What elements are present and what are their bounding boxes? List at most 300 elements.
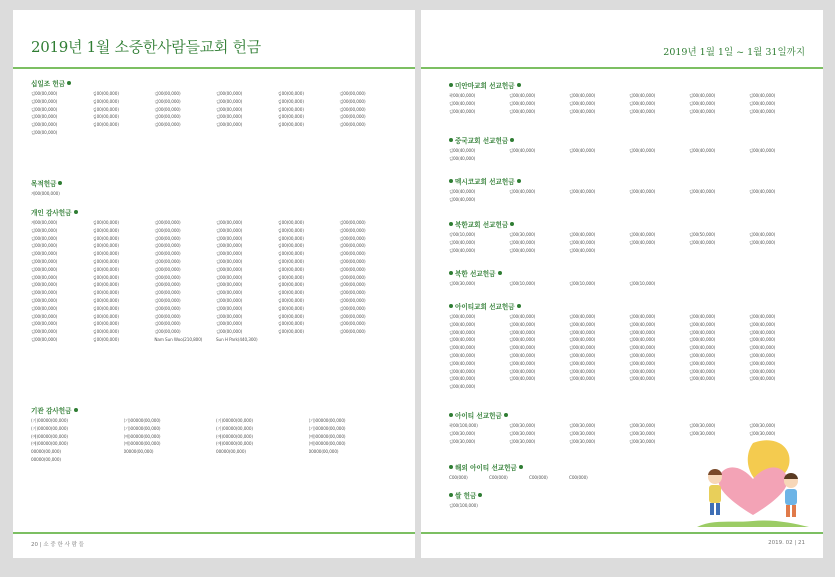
offering-entry: 김00(40,000) xyxy=(569,232,596,237)
offering-entry: 김00(40,000) xyxy=(569,321,596,327)
offering-entry: 김00(40,000) xyxy=(449,247,476,253)
offering-entry: 김00(00,000) xyxy=(339,114,366,120)
offering-entry: 김00(40,000) xyxy=(509,321,536,327)
offering-entry: 김00(40,000) xyxy=(509,360,536,366)
offering-entry: 김00(00,000) xyxy=(31,91,58,96)
offering-entry: 김00(40,000) xyxy=(689,314,716,319)
offering-entry: (예)00000(00,000) xyxy=(123,433,161,439)
offering-entry: 김00(00,000) xyxy=(277,243,304,249)
offering-entry: 김00(40,000) xyxy=(449,155,476,161)
section-heading: 멕시코교회 선교헌금 xyxy=(455,178,515,186)
offering-entry: 김00(40,000) xyxy=(749,314,776,319)
offering-entry: 곽00(40,000) xyxy=(449,93,476,98)
title-divider xyxy=(421,67,823,69)
offering-entry: (예)00000(00,000) xyxy=(31,441,68,447)
bullet-icon xyxy=(510,138,514,142)
offering-section xyxy=(31,78,401,136)
offering-entry: 김00(40,000) xyxy=(509,239,536,245)
bullet-icon xyxy=(74,210,78,214)
offering-entry: 김00(00,000) xyxy=(154,114,181,120)
offering-entry: 김00(30,000) xyxy=(449,281,476,286)
offering-entry: 김00(00,000) xyxy=(216,122,243,128)
offering-entry: 김00(40,000) xyxy=(629,93,656,98)
offering-entry: (예)00000(00,000) xyxy=(123,441,161,447)
offering-entry: 김00(00,000) xyxy=(339,235,366,241)
offering-entry: 김00(40,000) xyxy=(629,376,656,382)
offering-entry: 김00(00,000) xyxy=(31,129,58,135)
page-title: 2019년 1월 소중한사람들교회 헌금 xyxy=(31,38,261,56)
offering-entry: 김00(40,000) xyxy=(569,314,596,319)
offering-entry: 김00(10,000) xyxy=(629,281,656,286)
bullet-icon xyxy=(510,222,514,226)
offering-entry: 김00(40,000) xyxy=(509,189,536,194)
offering-entry: 김00(30,000) xyxy=(569,438,596,444)
offering-entry: 김00(40,000) xyxy=(449,352,476,358)
offering-entry: 김00(40,000) xyxy=(689,345,716,351)
section-heading: 개인 감사헌금 xyxy=(31,209,72,217)
offering-entry: 김00(00,000) xyxy=(216,114,243,120)
offering-entry: 김00(30,000) xyxy=(509,430,536,436)
offering-entry: 김00(00,000) xyxy=(31,321,58,327)
offering-entry: 김00(00,000) xyxy=(31,251,58,257)
offering-entry: 김00(40,000) xyxy=(629,314,656,319)
offering-entry: 김00(00,000) xyxy=(339,251,366,257)
offering-section xyxy=(449,490,689,509)
bullet-icon xyxy=(517,304,521,308)
offering-entry: 김00(00,000) xyxy=(277,290,304,296)
offering-entry: Nam Sun Woo(210,800) xyxy=(154,336,203,342)
offering-entry: 김00(40,000) xyxy=(509,345,536,351)
offering-entry: 김00(00,000) xyxy=(31,266,58,272)
bullet-icon xyxy=(449,413,453,417)
offering-entry: 김00(30,000) xyxy=(749,423,776,428)
offering-entry: 김00(00,000) xyxy=(31,274,58,280)
offering-entry: 김00(00,000) xyxy=(92,305,119,311)
offering-entry: (기)00000(00,000) xyxy=(31,418,68,423)
offering-entry: 김00(40,000) xyxy=(449,100,476,106)
offering-entry: 김00(00,000) xyxy=(31,313,58,319)
offering-entry: 김00(00,000) xyxy=(31,305,58,311)
offering-section xyxy=(449,219,809,254)
offering-entry: 김00(00,000) xyxy=(31,290,58,296)
offering-entry: 김00(40,000) xyxy=(749,352,776,358)
offering-entry: 김00(00,000) xyxy=(339,258,366,264)
offering-entry: 김00(00,000) xyxy=(92,258,119,264)
offering-entry: 김00(40,000) xyxy=(689,368,716,374)
offering-entry: 김00(00,000) xyxy=(92,98,119,104)
offering-entry: 김00(00,000) xyxy=(92,329,119,335)
offering-entry: 김00(00,000) xyxy=(216,297,243,303)
offering-entry: 김00(30,000) xyxy=(629,430,656,436)
offering-entry: 김00(30,000) xyxy=(689,430,716,436)
offering-section xyxy=(31,405,401,463)
offering-entry: (예)00000(00,000) xyxy=(216,441,253,447)
offering-entry: 김00(40,000) xyxy=(509,108,536,114)
right-page xyxy=(421,10,823,558)
bullet-icon xyxy=(498,271,502,275)
offering-entry: 김00(40,000) xyxy=(569,108,596,114)
offering-entry: 00000(00,000) xyxy=(216,449,246,455)
offering-entry: 김00(00,000) xyxy=(92,336,119,342)
offering-entry: C00(000) xyxy=(489,475,508,480)
offering-entry: 김00(40,000) xyxy=(449,384,476,390)
offering-entry: (예)00000(00,000) xyxy=(216,433,253,439)
bullet-icon xyxy=(449,304,453,308)
offering-entry: 김00(40,000) xyxy=(689,337,716,343)
offering-section xyxy=(449,301,809,390)
offering-entry: (기)00000(00,000) xyxy=(216,418,253,423)
offering-entry: 김00(40,000) xyxy=(749,321,776,327)
offering-entry: 김00(00,000) xyxy=(216,266,243,272)
offering-entry: 00000(00,000) xyxy=(31,456,61,462)
offering-entry: 김00(40,000) xyxy=(629,232,656,237)
offering-entry: 김00(00,000) xyxy=(339,91,366,96)
offering-entry: 김00(00,000) xyxy=(92,321,119,327)
offering-entry: 김00(00,000) xyxy=(277,305,304,311)
offering-entry: 김00(40,000) xyxy=(509,314,536,319)
offering-entry: 김00(00,000) xyxy=(92,91,119,96)
offering-entry: 김00(40,000) xyxy=(449,376,476,382)
offering-entry: 김00(00,000) xyxy=(154,98,181,104)
offering-entry: (기)00000(00,000) xyxy=(308,418,346,423)
grass-icon xyxy=(697,520,809,527)
offering-entry: 김00(00,000) xyxy=(277,91,304,96)
offering-entry: 김00(40,000) xyxy=(749,239,776,245)
offering-entry: 김00(40,000) xyxy=(569,189,596,194)
offering-entry: 김00(40,000) xyxy=(509,376,536,382)
offering-entry: 김00(00,000) xyxy=(92,122,119,128)
offering-entry: 김00(00,000) xyxy=(277,329,304,335)
section-heading: 북한 선교헌금 xyxy=(455,270,496,278)
offering-entry: 김00(00,000) xyxy=(92,274,119,280)
offering-entry: 김00(00,000) xyxy=(277,227,304,233)
offering-entry: 김00(00,000) xyxy=(339,227,366,233)
offering-entry: 김00(00,000) xyxy=(339,313,366,319)
offering-entry: 김00(00,000) xyxy=(216,91,243,96)
offering-entry: 김00(00,000) xyxy=(154,321,181,327)
offering-entry: 김00(00,000) xyxy=(216,227,243,233)
offering-entry: 김00(00,000) xyxy=(31,282,58,288)
offering-entry: 강00(10,000) xyxy=(449,232,476,237)
offering-entry: 김00(30,000) xyxy=(749,430,776,436)
left-page xyxy=(13,10,415,558)
offering-entry: 김00(00,000) xyxy=(339,290,366,296)
offering-entry: 김00(00,000) xyxy=(154,106,181,112)
offering-entry: 김00(00,000) xyxy=(154,329,181,335)
offering-entry: 김00(40,000) xyxy=(449,314,476,319)
offering-entry: 김00(00,000) xyxy=(216,282,243,288)
offering-entry: 김00(40,000) xyxy=(689,108,716,114)
period-label: 2019년 1월 1일 ~ 1월 31일까지 xyxy=(663,47,805,58)
offering-entry: 김00(00,000) xyxy=(31,243,58,249)
offering-entry: 김00(40,000) xyxy=(749,100,776,106)
offering-entry: 김00(40,000) xyxy=(509,352,536,358)
offering-entry: 김00(00,000) xyxy=(154,251,181,257)
offering-entry: 김00(40,000) xyxy=(749,232,776,237)
offering-entry: 김00(10,000) xyxy=(569,281,596,286)
offering-entry: 김00(00,000) xyxy=(31,122,58,128)
offering-entry: (예)00000(00,000) xyxy=(31,433,68,439)
offering-entry: 계00(00,000) xyxy=(31,220,58,225)
offering-section xyxy=(449,462,689,481)
offering-entry: 김00(00,000) xyxy=(277,266,304,272)
section-heading: 북한교회 선교헌금 xyxy=(455,221,509,229)
offering-entry: 김00(40,000) xyxy=(569,148,596,153)
offering-entry: (기)00000(00,000) xyxy=(123,418,161,423)
offering-entry: 00000(00,000) xyxy=(31,449,61,455)
offering-entry: 김00(00,000) xyxy=(31,227,58,233)
offering-entry: 김00(00,000) xyxy=(154,91,181,96)
offering-entry: 김00(00,000) xyxy=(92,227,119,233)
offering-entry: 김00(00,000) xyxy=(216,290,243,296)
section-heading: 십일조 헌금 xyxy=(31,80,66,88)
offering-entry: 김00(00,000) xyxy=(339,98,366,104)
offering-entry: 김00(50,000) xyxy=(689,232,716,237)
bullet-icon xyxy=(517,83,521,87)
bullet-icon xyxy=(504,413,508,417)
offering-entry: 김00(40,000) xyxy=(749,368,776,374)
offering-entry: 김00(40,000) xyxy=(509,329,536,335)
offering-entry: 김00(00,000) xyxy=(31,329,58,335)
offering-entry: 김00(00,000) xyxy=(277,114,304,120)
offering-entry: 김00(40,000) xyxy=(629,352,656,358)
offering-entry: 김00(40,000) xyxy=(449,239,476,245)
offering-entry: 김00(00,000) xyxy=(92,282,119,288)
page-footer: 2019. 02 | 21 xyxy=(768,540,805,546)
offering-entry: 김00(00,000) xyxy=(154,258,181,264)
offering-entry: 김00(40,000) xyxy=(629,360,656,366)
offering-entry: 00000(00,000) xyxy=(123,449,154,455)
offering-entry: 김00(00,000) xyxy=(277,274,304,280)
offering-entry: 김00(00,000) xyxy=(31,98,58,104)
offering-entry: 김00(40,000) xyxy=(509,93,536,98)
offering-entry: 김00(00,000) xyxy=(92,313,119,319)
offering-entry: 김00(100,000) xyxy=(449,503,478,508)
offering-entry: 김00(00,000) xyxy=(216,329,243,335)
offering-entry: Sun H Park(440,300) xyxy=(216,336,258,342)
offering-entry: 김00(10,000) xyxy=(509,281,536,286)
offering-entry: 김00(40,000) xyxy=(449,189,476,194)
bullet-icon xyxy=(449,83,453,87)
offering-entry: 김00(00,000) xyxy=(92,220,119,225)
section-heading: 중국교회 선교헌금 xyxy=(455,137,509,145)
offering-entry: 김00(00,000) xyxy=(339,274,366,280)
bullet-icon xyxy=(519,465,523,469)
bullet-icon xyxy=(74,408,78,412)
offering-entry: 김00(00,000) xyxy=(216,106,243,112)
offering-entry: (기)00000(00,000) xyxy=(123,425,161,431)
offering-entry: 김00(40,000) xyxy=(749,189,776,194)
offering-entry: 김00(00,000) xyxy=(31,114,58,120)
offering-entry: 김00(00,000) xyxy=(154,122,181,128)
offering-entry: 김00(00,000) xyxy=(31,297,58,303)
offering-entry: 김00(40,000) xyxy=(689,148,716,153)
section-heading: 기관 감사헌금 xyxy=(31,407,72,415)
offering-entry: 김00(30,000) xyxy=(509,232,536,237)
offering-entry: 김00(30,000) xyxy=(629,438,656,444)
offering-entry: 김00(40,000) xyxy=(689,189,716,194)
offering-entry: 김00(00,000) xyxy=(277,258,304,264)
offering-entry: 김00(40,000) xyxy=(689,360,716,366)
section-heading: 미안마교회 선교헌금 xyxy=(455,82,515,90)
bullet-icon xyxy=(58,181,62,185)
section-heading: 아이티교회 선교헌금 xyxy=(455,303,515,311)
offering-entry: 김00(40,000) xyxy=(749,108,776,114)
offering-entry: 김00(40,000) xyxy=(449,108,476,114)
offering-entry: 김00(40,000) xyxy=(629,189,656,194)
offering-entry: 김00(40,000) xyxy=(749,345,776,351)
offering-entry: 김00(40,000) xyxy=(629,345,656,351)
bullet-icon xyxy=(449,138,453,142)
offering-entry: 김00(00,000) xyxy=(92,266,119,272)
offering-entry: 김00(30,000) xyxy=(629,423,656,428)
offering-entry: 김00(40,000) xyxy=(569,100,596,106)
offering-entry: 김00(40,000) xyxy=(689,239,716,245)
offering-entry: 김00(00,000) xyxy=(277,282,304,288)
offering-entry: 김00(00,000) xyxy=(339,106,366,112)
offering-entry: 김00(40,000) xyxy=(629,329,656,335)
offering-entry: 김00(40,000) xyxy=(569,239,596,245)
offering-entry: 김00(40,000) xyxy=(449,321,476,327)
offering-entry: 김00(00,000) xyxy=(277,220,304,225)
offering-entry: 계00(000,000) xyxy=(31,191,60,196)
offering-entry: 김00(00,000) xyxy=(277,251,304,257)
offering-entry: 김00(40,000) xyxy=(629,148,656,153)
offering-section xyxy=(449,176,809,203)
offering-entry: 김00(00,000) xyxy=(339,266,366,272)
offering-entry: 김00(40,000) xyxy=(509,100,536,106)
offering-entry: 김00(40,000) xyxy=(509,368,536,374)
bullet-icon xyxy=(478,493,482,497)
offering-entry: 김00(00,000) xyxy=(154,266,181,272)
bullet-icon xyxy=(449,493,453,497)
offering-entry: 김00(40,000) xyxy=(629,321,656,327)
offering-entry: (예)00000(00,000) xyxy=(308,441,346,447)
offering-entry: 김00(40,000) xyxy=(749,148,776,153)
offering-entry: 김00(40,000) xyxy=(689,376,716,382)
offering-entry: 김00(40,000) xyxy=(509,148,536,153)
offering-entry: (예)00000(00,000) xyxy=(308,433,346,439)
offering-entry: 김00(40,000) xyxy=(629,108,656,114)
offering-entry: 김00(40,000) xyxy=(449,368,476,374)
children-heart-illustration xyxy=(693,435,813,530)
offering-entry: 김00(00,000) xyxy=(216,321,243,327)
offering-section xyxy=(449,135,809,162)
child-left-icon xyxy=(708,469,722,515)
bullet-icon xyxy=(449,179,453,183)
offering-entry: 김00(40,000) xyxy=(689,329,716,335)
offering-entry: 김00(00,000) xyxy=(154,282,181,288)
offering-entry: 김00(40,000) xyxy=(749,329,776,335)
offering-section xyxy=(31,207,401,343)
child-right-icon xyxy=(784,473,798,517)
offering-entry: 김00(00,000) xyxy=(92,114,119,120)
offering-entry: 김00(40,000) xyxy=(449,329,476,335)
offering-entry: 김00(00,000) xyxy=(154,297,181,303)
offering-entry: (기)00000(00,000) xyxy=(308,425,346,431)
offering-entry: 김00(40,000) xyxy=(449,148,476,153)
offering-entry: 김00(40,000) xyxy=(449,196,476,202)
offering-entry: 김00(00,000) xyxy=(339,305,366,311)
offering-entry: 김00(40,000) xyxy=(749,376,776,382)
offering-entry: 김00(40,000) xyxy=(689,321,716,327)
offering-entry: (기)00000(00,000) xyxy=(216,425,253,431)
offering-entry: 김00(30,000) xyxy=(449,438,476,444)
offering-entry: 김00(00,000) xyxy=(216,274,243,280)
offering-entry: 김00(40,000) xyxy=(629,368,656,374)
offering-entry: 김00(40,000) xyxy=(749,360,776,366)
offering-entry: 김00(40,000) xyxy=(689,100,716,106)
offering-entry: 김00(40,000) xyxy=(749,337,776,343)
section-heading: 해외 아이티 선교헌금 xyxy=(455,464,517,472)
offering-entry: 김00(00,000) xyxy=(31,106,58,112)
offering-entry: 김00(40,000) xyxy=(449,360,476,366)
offering-entry: 김00(00,000) xyxy=(339,329,366,335)
offering-entry: 김00(00,000) xyxy=(154,290,181,296)
offering-entry: C00(000) xyxy=(529,475,548,480)
offering-entry: 김00(00,000) xyxy=(92,290,119,296)
offering-entry: 김00(40,000) xyxy=(569,352,596,358)
offering-entry: 김00(00,000) xyxy=(216,243,243,249)
section-heading: 쌀 헌금 xyxy=(455,492,477,500)
offering-entry: 김00(00,000) xyxy=(92,251,119,257)
bullet-icon xyxy=(67,81,71,85)
offering-entry: 김00(00,000) xyxy=(339,220,366,225)
offering-entry: 김00(00,000) xyxy=(92,235,119,241)
offering-entry: 김00(40,000) xyxy=(509,247,536,253)
offering-entry: 김00(40,000) xyxy=(569,93,596,98)
offering-entry: 김00(40,000) xyxy=(569,360,596,366)
offering-entry: 김00(30,000) xyxy=(449,430,476,436)
offering-entry: 김00(40,000) xyxy=(629,337,656,343)
offering-entry: 김00(30,000) xyxy=(509,438,536,444)
offering-entry: 김00(40,000) xyxy=(689,93,716,98)
offering-entry: 김00(40,000) xyxy=(629,100,656,106)
offering-entry: 김00(00,000) xyxy=(154,305,181,311)
offering-entry: 김00(00,000) xyxy=(339,122,366,128)
offering-entry: 김00(00,000) xyxy=(154,274,181,280)
offering-entry: 김00(00,000) xyxy=(154,235,181,241)
offering-entry: 곽00(100,000) xyxy=(449,423,478,428)
offering-entry: 김00(30,000) xyxy=(689,423,716,428)
offering-entry: (기)00000(00,000) xyxy=(31,425,68,431)
title-divider xyxy=(13,67,415,69)
offering-entry: 김00(00,000) xyxy=(216,98,243,104)
offering-section xyxy=(449,80,809,115)
offering-entry: 김00(00,000) xyxy=(277,122,304,128)
offering-entry: 김00(00,000) xyxy=(92,106,119,112)
offering-entry: 김00(30,000) xyxy=(569,430,596,436)
offering-entry: 김00(00,000) xyxy=(31,336,58,342)
offering-entry: 김00(00,000) xyxy=(277,321,304,327)
offering-entry: 김00(00,000) xyxy=(216,258,243,264)
offering-entry: C00(000) xyxy=(449,475,468,480)
offering-entry: 김00(00,000) xyxy=(216,313,243,319)
offering-entry: 김00(00,000) xyxy=(31,235,58,241)
offering-entry: 김00(00,000) xyxy=(339,243,366,249)
offering-entry: 김00(00,000) xyxy=(277,98,304,104)
section-heading: 목적헌금 xyxy=(31,180,57,188)
footer-divider xyxy=(13,532,415,534)
offering-entry: 김00(40,000) xyxy=(569,376,596,382)
offering-entry: 김00(00,000) xyxy=(92,297,119,303)
offering-entry: 김00(00,000) xyxy=(339,282,366,288)
offering-section xyxy=(31,178,401,197)
offering-entry: 김00(40,000) xyxy=(689,352,716,358)
bullet-icon xyxy=(449,465,453,469)
offering-entry: 김00(00,000) xyxy=(339,321,366,327)
offering-entry: 김00(00,000) xyxy=(216,251,243,257)
